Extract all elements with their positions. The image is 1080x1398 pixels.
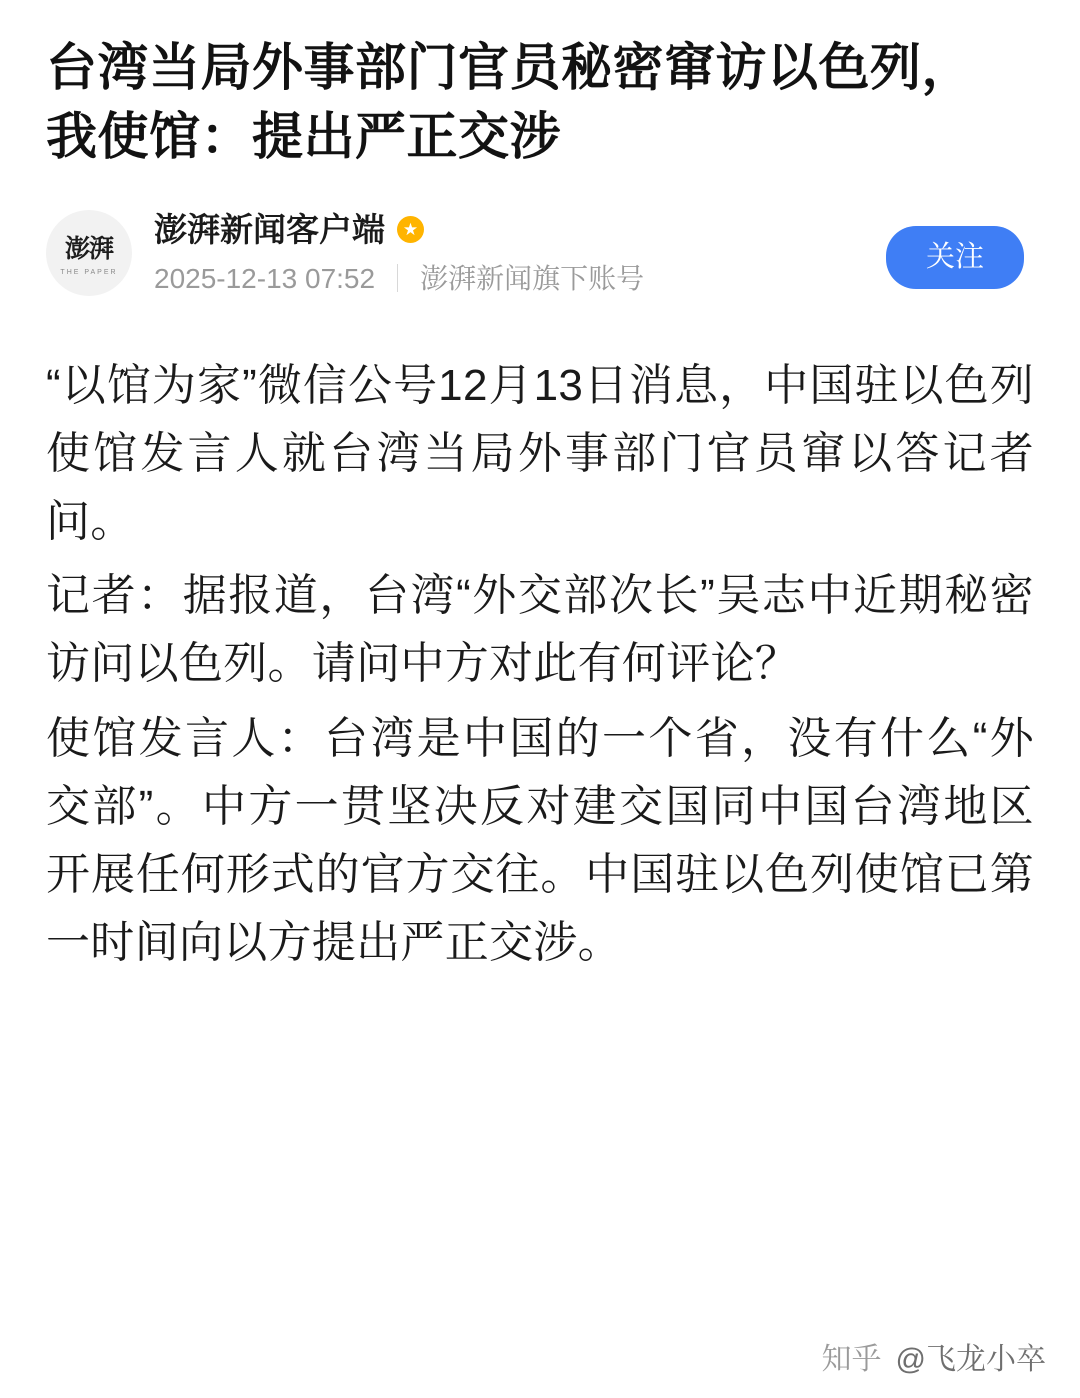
watermark [822, 1334, 1046, 1378]
avatar-logo-text: 澎湃 [64, 234, 113, 264]
follow-button[interactable]: 关注 [886, 226, 1024, 289]
author-name-line [154, 210, 644, 250]
article-body [46, 352, 1034, 978]
article-paragraph: 使馆发言人：台湾是中国的一个省，没有什么“外交部”。中方一贯坚决反对建交国同中国台湾地区开展任何形式的官方交往。中国驻以色列使馆已第一时间向以方提出严正交涉。 [46, 713, 1034, 968]
meta-divider [397, 264, 398, 292]
author-name[interactable]: 澎湃新闻客户端 [154, 211, 385, 249]
zhihu-logo: 知乎 [821, 1343, 882, 1376]
author-submeta [154, 262, 644, 296]
author-row [46, 210, 1034, 326]
avatar[interactable] [46, 210, 132, 296]
article-paragraph: “以馆为家”微信公号12月13日消息，中国驻以色列使馆发言人就台湾当局外事部门官员窜以答记者问。 [46, 360, 1034, 547]
author-meta [154, 210, 644, 295]
watermark-username: @飞龙小卒 [895, 1343, 1046, 1376]
page-title: 台湾当局外事部门官员秘密窜访以色列，我使馆：提出严正交涉 [46, 39, 974, 165]
publish-timestamp: 2025-12-13 07:52 [154, 262, 376, 294]
avatar-logo-subtext: THE PAPER [60, 268, 118, 276]
author-affiliation: 澎湃新闻旗下账号 [420, 262, 645, 294]
article-paragraph: 记者：据报道，台湾“外交部次长”吴志中近期秘密访问以色列。请问中方对此有何评论？ [46, 571, 1034, 689]
verified-star-icon: ★ [397, 216, 424, 243]
